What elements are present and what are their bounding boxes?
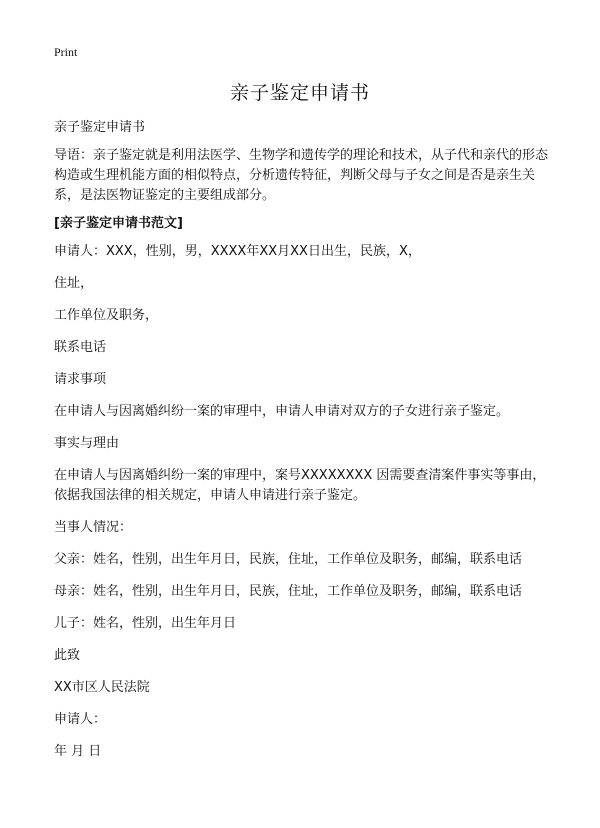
applicant-line: 申请人：XXX，性别，男，XXXX年XX月XX日出生，民族，X， xyxy=(54,244,421,259)
father-line: 父亲：姓名，性别，出生年月日，民族，住址，工作单位及职务，邮编，联系电话 xyxy=(54,552,523,567)
signature-label: 申请人： xyxy=(54,712,107,727)
court-name: XX市区人民法院 xyxy=(54,680,150,695)
address-line: 住址， xyxy=(54,276,94,291)
section-heading: [亲子鉴定申请书范文] xyxy=(54,216,183,231)
request-text: 在申请人与因离婚纠纷一案的审理中，申请人申请对双方的子女进行亲子鉴定。 xyxy=(54,404,510,419)
facts-heading: 事实与理由 xyxy=(54,436,120,451)
closing-text: 此致 xyxy=(54,648,81,663)
phone-line: 联系电话 xyxy=(54,340,107,355)
son-line: 儿子：姓名，性别，出生年月日 xyxy=(54,616,237,631)
mother-line: 母亲：姓名，性别，出生年月日，民族，住址，工作单位及职务，邮编，联系电话 xyxy=(54,584,523,599)
facts-text: 在申请人与因离婚纠纷一案的审理中，案号XXXXXXXX 因需要查清案件事实等事由，依据我国法律的相关规定，申请人申请进行亲子鉴定。 xyxy=(54,468,546,503)
document-body xyxy=(54,118,554,774)
parties-heading: 当事人情况： xyxy=(54,520,133,535)
intro-paragraph: 导语：亲子鉴定就是利用法医学、生物学和遗传学的理论和技术，从子代和亲代的形态构造或生理机能方面的相似特点，分析遗传特征，判断父母与子女之间是否是亲生关系，是法医物证鉴定的主要组成部分。 xyxy=(54,148,549,203)
page-title: 亲子鉴定申请书 xyxy=(229,82,370,104)
request-heading: 请求事项 xyxy=(54,372,107,387)
document-subtitle: 亲子鉴定申请书 xyxy=(54,120,146,135)
date-label: 年 月 日 xyxy=(54,744,102,759)
work-line: 工作单位及职务， xyxy=(54,308,159,323)
print-link[interactable]: Print xyxy=(54,45,78,59)
